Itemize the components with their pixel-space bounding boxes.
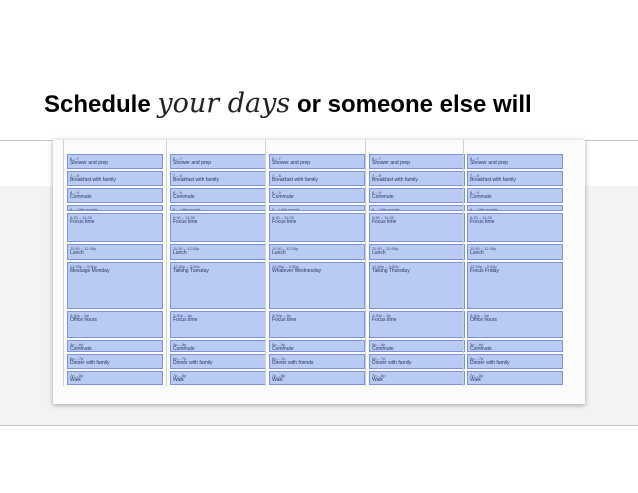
event-title: Focus Friday [470,268,499,274]
event-time: 6 – 7 [372,156,381,161]
calendar-event[interactable] [467,205,563,211]
calendar-event[interactable] [170,371,266,385]
event-title: Talking Thursday [372,268,410,274]
event-title: Breakfast with family [272,177,318,183]
title-tail: or someone else will [296,91,532,118]
event-time: 6 – 7 [470,156,479,161]
day-column [369,140,467,404]
day-column [170,140,268,404]
calendar-event[interactable] [170,205,266,211]
calendar-event[interactable] [67,188,163,203]
event-time: 5p – 6p [70,342,84,347]
calendar-screenshot [53,140,585,404]
event-time: 12:30p – 3:30p [470,264,497,269]
calendar-event[interactable] [369,213,465,242]
event-time: 5p – 6p [272,342,286,347]
calendar-event[interactable] [369,154,465,169]
event-title: Focus time [173,219,198,225]
event-time: 9 – Little emails [470,207,498,211]
event-title: Dinner with friends [272,360,314,366]
event-time: 9 – Little emails [173,207,201,211]
event-time: 9 – Little emails [70,207,98,211]
event-time: 9:30 – 11:30 [70,215,92,220]
event-title: Shower and prep [173,160,212,166]
event-title: Focus time [372,219,397,225]
calendar-event[interactable] [467,188,563,203]
calendar-event[interactable] [67,354,163,369]
event-time: 5p – 6p [470,342,484,347]
calendar-event[interactable] [369,340,465,352]
calendar-event[interactable] [269,171,365,186]
event-title: Commute [173,194,195,200]
event-time: 8 – 9 [470,190,479,195]
calendar-event[interactable] [170,262,266,309]
event-time: 3:30p – 5p [173,313,192,318]
event-title: Breakfast with family [372,177,418,183]
event-time: 6 – 7 [173,156,182,161]
calendar-event[interactable] [67,244,163,260]
event-time: 11:30 – 12:30p [70,246,97,251]
calendar-event[interactable] [467,244,563,260]
event-title: Walk [272,377,283,383]
calendar-event[interactable] [369,171,465,186]
event-title: Breakfast with family [70,177,116,183]
calendar-event[interactable] [467,171,563,186]
event-title: Walk [70,377,81,383]
event-time: 11:30 – 12:30p [470,246,497,251]
calendar-event[interactable] [269,371,365,385]
event-time: 9:30 – 11:30 [272,215,294,220]
event-title: Commute [272,194,294,200]
event-time: 8 – 9 [70,190,79,195]
event-time: 9:30 – 11:30 [470,215,492,220]
event-title: Focus time [173,317,198,323]
event-title: Dinner with family [470,360,510,366]
event-title: Walk [173,377,184,383]
calendar-event[interactable] [369,311,465,338]
calendar-event[interactable] [369,205,465,211]
calendar-event[interactable] [269,340,365,352]
event-time: 9 – Little emails [372,207,400,211]
title-accent: your days [157,88,291,119]
bottom-divider [0,425,638,426]
event-time: 11:30 – 12:30p [173,246,200,251]
event-time: 8 – 9 [173,190,182,195]
event-time: 6p – 7p [272,356,286,361]
event-title: Office hours [70,317,97,323]
calendar-event[interactable] [369,188,465,203]
event-title: Focus time [70,219,95,225]
event-title: Dinner with family [372,360,412,366]
event-time: 7p – 8p [272,373,286,378]
event-title: Shower and prep [470,160,509,166]
event-title: Dinner with family [70,360,110,366]
slide-title [44,82,624,126]
event-title: Breakfast with family [470,177,516,183]
calendar-event[interactable] [269,154,365,169]
event-time: 12:30p – 3:30p [70,264,97,269]
calendar-event[interactable] [369,371,465,385]
event-time: 7p – 8p [470,373,484,378]
day-column [269,140,367,404]
event-time: 3:30p – 5p [70,313,89,318]
calendar-event[interactable] [467,354,563,369]
event-time: 7p – 8p [70,373,84,378]
event-time: 8 – 9 [272,190,281,195]
day-column-divider [365,140,366,386]
event-time: 3:30p – 5p [372,313,391,318]
calendar-event[interactable] [170,340,266,352]
calendar-event[interactable] [67,371,163,385]
event-time: 8 – 9 [372,190,381,195]
event-title: Lunch [173,250,187,256]
event-title: Shower and prep [272,160,311,166]
calendar-event[interactable] [67,213,163,242]
calendar-event[interactable] [170,154,266,169]
calendar-event[interactable] [67,154,163,169]
calendar-event[interactable] [269,311,365,338]
day-column-divider [463,140,464,386]
title-lead: Schedule [44,91,151,118]
event-time: 5p – 6p [372,342,386,347]
calendar-event[interactable] [67,171,163,186]
event-title: Commute [70,346,92,352]
calendar-event[interactable] [170,244,266,260]
calendar-event[interactable] [269,354,365,369]
day-column [67,140,165,404]
event-time: 9:30 – 11:30 [173,215,195,220]
calendar-event[interactable] [170,188,266,203]
calendar-event[interactable] [67,205,163,211]
event-title: Lunch [272,250,286,256]
event-title: Message Monday [70,268,110,274]
event-title: Lunch [70,250,84,256]
event-time: 6 – 7 [70,156,79,161]
calendar-event[interactable] [67,262,163,309]
event-time: 7 – 8 [272,173,281,178]
event-time: 3:30p – 5p [272,313,291,318]
calendar-event[interactable] [369,262,465,309]
event-time: 6p – 7p [173,356,187,361]
event-time: 7p – 8p [173,373,187,378]
calendar-event[interactable] [467,340,563,352]
event-title: Focus time [272,317,297,323]
event-title: Walk [470,377,481,383]
calendar-event[interactable] [269,244,365,260]
event-time: 9:30 – 11:30 [372,215,394,220]
calendar-event[interactable] [269,205,365,211]
calendar-event[interactable] [67,311,163,338]
calendar-event[interactable] [269,213,365,242]
day-column [467,140,565,404]
event-time: 9 – Little emails [272,207,300,211]
event-time: 6p – 7p [470,356,484,361]
event-time: 12:30p – 3:30p [272,264,299,269]
calendar-event[interactable] [269,188,365,203]
calendar-event[interactable] [369,354,465,369]
event-title: Shower and prep [70,160,109,166]
day-column-divider [166,140,167,386]
event-title: Lunch [372,250,386,256]
event-title: Walk [372,377,383,383]
calendar-event[interactable] [170,213,266,242]
event-time: 6 – 7 [272,156,281,161]
event-title: Focus time [272,219,297,225]
calendar-event[interactable] [67,340,163,352]
calendar-event[interactable] [170,311,266,338]
event-time: 5p – 6p [173,342,187,347]
event-title: Dinner with family [173,360,213,366]
day-column-divider [265,140,266,386]
event-title: Commute [372,346,394,352]
event-time: 11:30 – 12:30p [372,246,399,251]
event-time: 3:30p – 5p [470,313,489,318]
day-column-divider [63,140,64,386]
event-time: 7p – 8p [372,373,386,378]
calendar-event[interactable] [170,171,266,186]
event-time: 6p – 7p [372,356,386,361]
event-title: Office hours [470,317,497,323]
calendar-event[interactable] [369,244,465,260]
event-title: Commute [470,346,492,352]
event-time: 12:30p – 3:30p [173,264,200,269]
event-title: Commute [272,346,294,352]
event-time: 11:30 – 12:30p [272,246,299,251]
calendar-event[interactable] [467,371,563,385]
event-title: Commute [470,194,492,200]
event-title: Commute [70,194,92,200]
event-title: Commute [173,346,195,352]
calendar-event[interactable] [170,354,266,369]
calendar-event[interactable] [467,213,563,242]
event-time: 6p – 7p [70,356,84,361]
event-title: Breakfast with family [173,177,219,183]
event-title: Talking Tuesday [173,268,209,274]
calendar-event[interactable] [269,262,365,309]
event-title: Focus time [372,317,397,323]
event-time: 7 – 8 [70,173,79,178]
event-time: 7 – 8 [372,173,381,178]
event-title: Commute [372,194,394,200]
event-title: Lunch [470,250,484,256]
event-time: 7 – 8 [173,173,182,178]
calendar-event[interactable] [467,311,563,338]
event-title: Shower and prep [372,160,411,166]
event-title: Focus time [470,219,495,225]
event-time: 12:30p – 3:30p [372,264,399,269]
calendar-event[interactable] [467,262,563,309]
event-time: 7 – 8 [470,173,479,178]
calendar-event[interactable] [467,154,563,169]
event-title: Whatever Wednesday [272,268,322,274]
